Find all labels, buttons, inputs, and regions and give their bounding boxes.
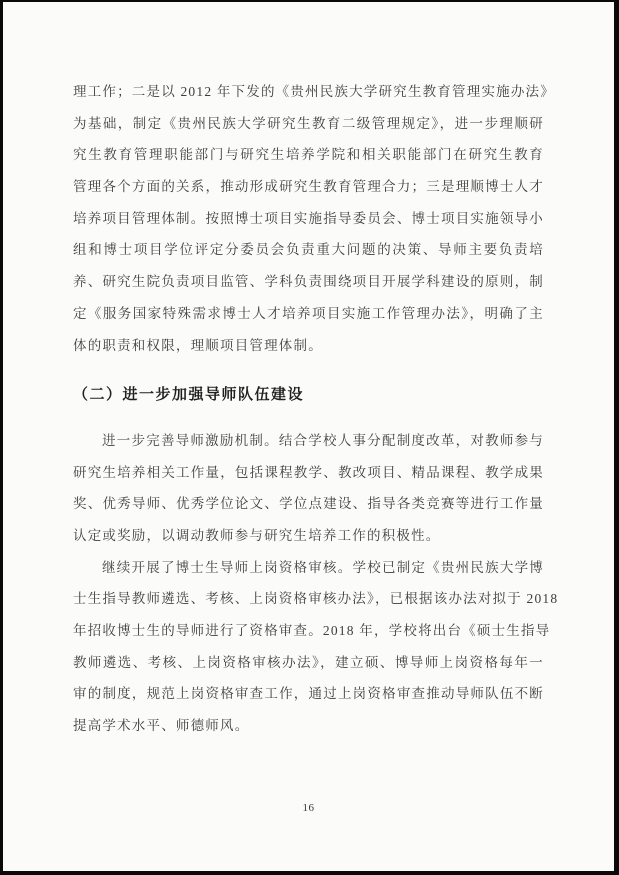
text-line: 认定或奖励，以调动教师参与研究生培养工作的积极性。 [73, 527, 441, 543]
text-line: 理工作；二是以 2012 年下发的《贵州民族大学研究生教育管理实施办法》 [73, 84, 555, 99]
text-line: 年招收博士生的导师进行了资格审查。2018 年，学校将出台《硕士生指导 [73, 623, 551, 638]
text-line: 士生指导教师遴选、考核、上岗资格审核办法》，已根据该办法对拟于 2018 [73, 591, 559, 607]
text-line: 究生教育管理职能部门与研究生培养学院和相关职能部门在研究生教育 [73, 147, 544, 163]
text-line: 组和博士项目学位评定分委员会负责重大问题的决策、导师主要负责培 [73, 242, 544, 258]
text-line: 教师遴选、考核、上岗资格审核办法》，建立硕、博导师上岗资格每年一 [73, 654, 544, 670]
document-content [73, 76, 559, 742]
text-line: 体的职责和权限，理顺项目管理体制。 [73, 337, 323, 353]
text-line: 为基础，制定《贵州民族大学研究生教育二级管理规定》，进一步理顺研 [73, 115, 544, 131]
text-line: 培养项目管理体制。按照博士项目实施指导委员会、博士项目实施领导小 [73, 210, 544, 226]
section-heading: （二）进一步加强导师队伍建设 [73, 386, 305, 404]
text-line: 继续开展了博士生导师上岗资格审核。学校已制定《贵州民族大学博 [102, 559, 544, 575]
text-line: 提高学术水平、师德师风。 [73, 718, 250, 734]
page-number: 16 [302, 802, 315, 814]
text-line: 审的制度，规范上岗资格审查工作，通过上岗资格审查推动导师队伍不断 [73, 686, 544, 702]
text-line: 养、研究生院负责项目监管、学科负责围绕项目开展学科建设的原则，制 [73, 274, 544, 290]
text-line: 进一步完善导师激励机制。结合学校人事分配制度改革，对教师参与 [102, 432, 544, 448]
document-page [3, 2, 614, 871]
text-line: 研究生培养相关工作量，包括课程教学、教改项目、精品课程、教学成果 [73, 464, 544, 480]
text-line: 管理各个方面的关系，推动形成研究生教育管理合力；三是理顺博士人才 [73, 179, 544, 195]
paragraph [73, 552, 559, 742]
paragraph [73, 425, 544, 552]
paragraph [73, 76, 555, 361]
text-line: 定《服务国家特殊需求博士人才培养项目实施工作管理办法》，明确了主 [73, 305, 544, 321]
text-line: 奖、优秀导师、优秀学位论文、学位点建设、指导各类竞赛等进行工作量 [73, 496, 544, 512]
